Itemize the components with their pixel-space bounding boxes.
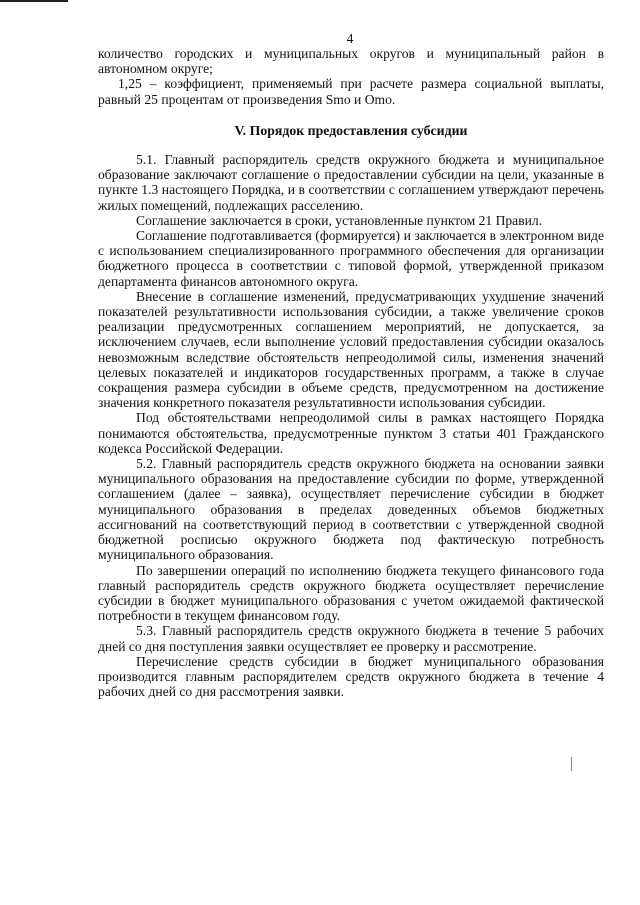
scan-mark xyxy=(571,757,572,771)
paragraph-year-end: По завершении операций по исполнению бюджета текущего финансового года главный распорядитель средств окружного бюджета осуществляет перечисление субсидии в бюджет муниципального образования с учетом ожидаемой фактической потребности в текущем финансовом году. xyxy=(98,562,604,624)
paragraph-agreement-electronic: Соглашение подготавливается (формируется) и заключается в электронном виде с использованием специализированного программного обеспечения для организации бюджетного процесса в соответствии с типовой формой, утвержденной приказом департамента финансов автономного округа. xyxy=(98,228,604,289)
page-number: 4 xyxy=(346,31,354,46)
paragraph-continuation: количество городских и муниципальных округов и муниципальный район в автономном округе; xyxy=(98,46,604,77)
section-heading: V. Порядок предоставления субсидии xyxy=(234,122,468,138)
document-body xyxy=(98,46,604,699)
paragraph-5-3: 5.3. Главный распорядитель средств окружного бюджета в течение 5 рабочих дней со дня поступления заявки осуществляет ее проверку и рассмотрение. xyxy=(98,623,604,654)
paragraph-force-majeure: Под обстоятельствами непреодолимой силы в рамках настоящего Порядка понимаются обстоятельства, предусмотренные пунктом 3 статьи 401 Гражданского кодекса Российской Федерации. xyxy=(98,410,604,456)
paragraph-5-1: 5.1. Главный распорядитель средств окружного бюджета и муниципальное образование заключают соглашение о предоставлении субсидии на цели, указанные в пункте 1.3 настоящего Порядка, и в соответствии с соглашением утверждают перечень жилых помещений, подлежащих расселению. xyxy=(98,152,604,213)
paragraph-coefficient: 1,25 – коэффициент, применяемый при расчете размера социальной выплаты, равный 25 процентам от произведения Smo и Omo. xyxy=(98,76,604,107)
paragraph-agreement-changes: Внесение в соглашение изменений, предусматривающих ухудшение значений показателей результативности использования субсидии, а также увеличение сроков реализации предусмотренных соглашением мероприятий, не допускается, за исключением случаев, если выполнение условий предоставления субсидии оказалось невозможным вследствие обстоятельств непреодолимой силы, изменения значений целевых показателей и индикаторов государственных программ, а также в случае сокращения размера субсидии в объеме средств, предусмотренном на достижение значения конкретного показателя результативности использования субсидии. xyxy=(98,288,604,411)
paragraph-5-2: 5.2. Главный распорядитель средств окружного бюджета на основании заявки муниципального образования на предоставление субсидии по форме, утвержденной соглашением (далее – заявка), осуществляет перечисление субсидии в бюджет муниципального образования в пределах доведенных объемов бюджетных ассигнований на соответствующий период в соответствии с утвержденной сводной бюджетной росписью окружного бюджета под фактическую потребность муниципального образования. xyxy=(98,456,604,563)
scan-edge-line xyxy=(0,0,68,2)
paragraph-transfer: Перечисление средств субсидии в бюджет муниципального образования производится главным распорядителем средств окружного бюджета в течение 4 рабочих дней со дня рассмотрения заявки. xyxy=(98,653,604,700)
paragraph-agreement-terms: Соглашение заключается в сроки, установленные пунктом 21 Правил. xyxy=(136,212,543,228)
